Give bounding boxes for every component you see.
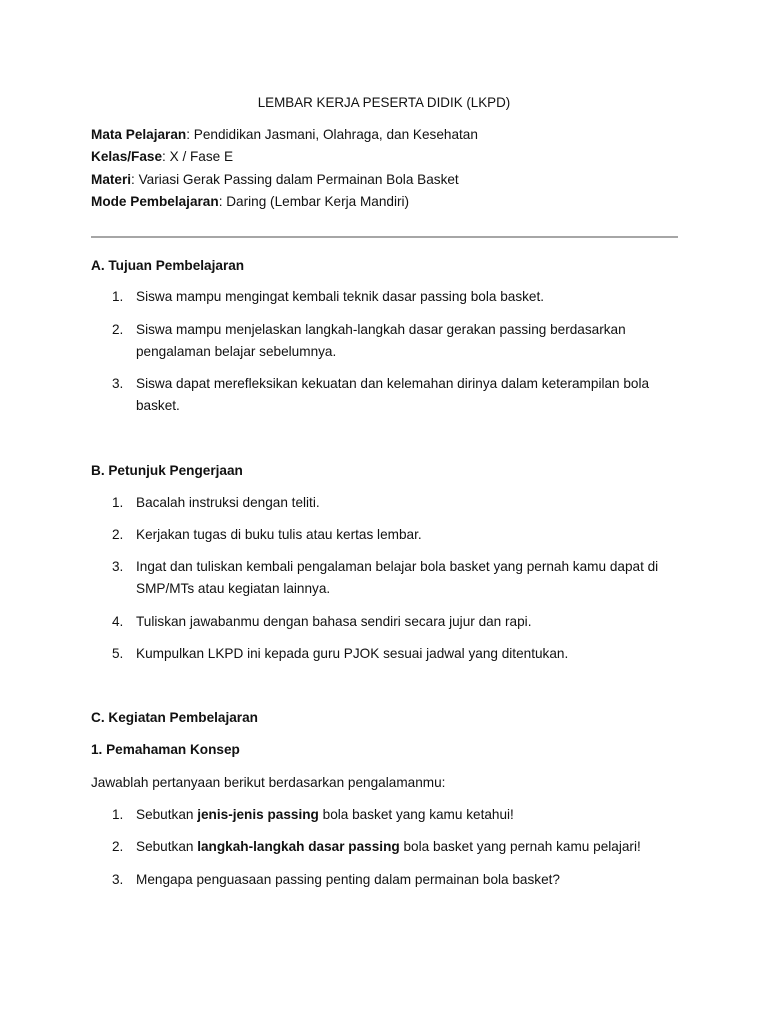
list-text: Siswa dapat merefleksikan kekuatan dan kelemahan dirinya dalam keterampilan bola basket. (136, 376, 650, 414)
section-heading-instructions: B. Petunjuk Pengerjaan (91, 463, 243, 478)
list-number: 5. (112, 646, 124, 661)
list-text: Siswa mampu menjelaskan langkah-langkah dasar gerakan passing berdasarkan pengalaman belajar sebelumnya. (136, 322, 626, 360)
question-pre: Sebutkan (136, 807, 198, 822)
list-item (112, 373, 672, 418)
horizontal-divider (91, 236, 678, 238)
meta-value: : Pendidikan Jasmani, Olahraga, dan Kesehatan (186, 127, 478, 142)
meta-label: Materi (91, 171, 132, 187)
list-number: 2. (112, 527, 124, 542)
meta-value: : X / Fase E (162, 149, 234, 165)
question-pre: Mengapa penguasaan passing penting dalam permainan bola basket? (136, 872, 560, 887)
question-item (112, 836, 672, 858)
list-number: 4. (112, 614, 124, 629)
question-post: bola basket yang kamu ketahui! (318, 807, 514, 822)
question-emphasis: langkah-langkah dasar passing (197, 839, 400, 854)
list-text: Tuliskan jawabanmu dengan bahasa sendiri secara jujur dan rapi. (136, 614, 532, 629)
question-item (112, 804, 672, 826)
list-item (112, 524, 672, 546)
list-number: 1. (112, 289, 124, 304)
meta-material (91, 169, 478, 191)
question-text (136, 804, 672, 826)
list-text: Kerjakan tugas di buku tulis atau kertas lembar. (136, 527, 422, 542)
list-number: 1. (112, 495, 124, 510)
list-number: 2. (112, 839, 124, 854)
question-emphasis: jenis-jenis passing (197, 807, 319, 822)
meta-label: Mata Pelajaran (91, 127, 187, 142)
section-heading-activities: C. Kegiatan Pembelajaran (91, 710, 258, 725)
list-item (112, 643, 672, 665)
list-text: Kumpulkan LKPD ini kepada guru PJOK sesuai jadwal yang ditentukan. (136, 646, 569, 661)
question-text (136, 836, 672, 858)
intro-text: Jawablah pertanyaan berikut berdasarkan pengalamanmu: (91, 775, 446, 790)
list-number: 3. (112, 559, 124, 574)
list-text: Bacalah instruksi dengan teliti. (136, 495, 320, 510)
list-number: 2. (112, 322, 124, 337)
list-item (112, 611, 672, 633)
document-meta (91, 124, 478, 214)
list-item (112, 492, 672, 514)
list-number: 1. (112, 807, 124, 822)
list-number: 3. (112, 376, 124, 391)
meta-subject (91, 124, 478, 146)
question-text (136, 869, 672, 891)
question-post: bola basket yang pernah kamu pelajari! (399, 839, 641, 854)
meta-label: Mode Pembelajaran (91, 194, 219, 210)
question-item (112, 869, 672, 891)
list-text: Siswa mampu mengingat kembali teknik dasar passing bola basket. (136, 289, 545, 304)
list-item (112, 319, 672, 364)
meta-value: : Daring (Lembar Kerja Mandiri) (218, 194, 410, 210)
meta-mode (91, 191, 478, 213)
meta-value: : Variasi Gerak Passing dalam Permainan Bola Basket (131, 171, 459, 187)
section-heading-goals: A. Tujuan Pembelajaran (91, 258, 245, 273)
list-number: 3. (112, 872, 124, 887)
list-text: Ingat dan tuliskan kembali pengalaman belajar bola basket yang pernah kamu dapat di SMP/MTs atau kegiatan lainnya. (136, 559, 659, 597)
subsection-heading: 1. Pemahaman Konsep (91, 742, 240, 757)
meta-label: Kelas/Fase (91, 149, 163, 165)
list-item (112, 556, 672, 601)
document-title: LEMBAR KERJA PESERTA DIDIK (LKPD) (257, 95, 511, 110)
question-pre: Sebutkan (136, 839, 198, 854)
meta-class (91, 146, 478, 168)
list-item (112, 286, 672, 308)
